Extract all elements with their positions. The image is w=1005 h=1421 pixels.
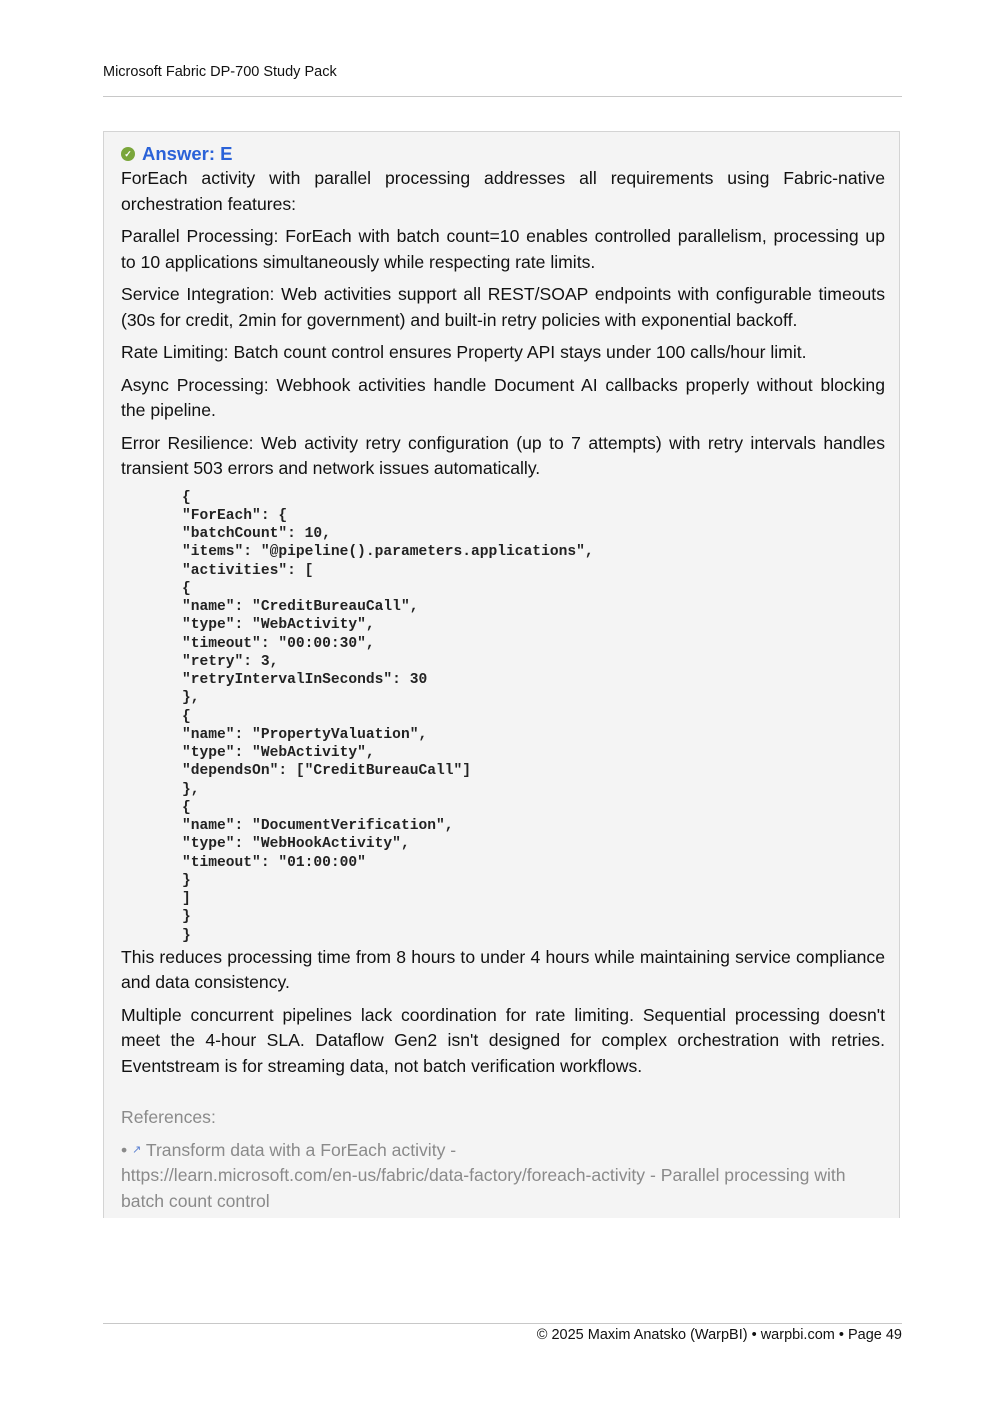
paragraph: Rate Limiting: Batch count control ensures Property API stays under 100 calls/hour limit. (121, 342, 807, 362)
answer-heading (121, 142, 885, 166)
code-block: { "ForEach": { "batchCount": 10, "items": "@pipeline().parameters.applications", "activities": [ { "name": "CreditBureauCall", "type": "WebActivity", "timeout": "00:00:30", "retry": 3, "retryIntervalInSeconds": 30 }, { "name": "PropertyValuation", "type": "WebActivity", "dependsOn": ["CreditBureauCall"] }, { "name": "DocumentVerification", "type": "WebHookActivity", "timeout": "01:00:00" } ] } } (182, 489, 594, 944)
paragraph: Async Processing: Webhook activities handle Document AI callbacks properly without blocking the pipeline. (121, 374, 885, 420)
page-header: Microsoft Fabric DP-700 Study Pack (103, 64, 337, 80)
paragraph: Service Integration: Web activities support all REST/SOAP endpoints with configurable timeouts (30s for credit, 2min for government) and built-in retry policies with exponential backoff. (121, 284, 885, 330)
answer-box (103, 131, 900, 1218)
answer-label: Answer: E (142, 143, 233, 164)
external-link-icon: ↗ (132, 1143, 142, 1156)
footer-divider (103, 1323, 902, 1324)
paragraph: This reduces processing time from 8 hours to under 4 hours while maintaining service compliance and data consistency. (121, 946, 885, 993)
page-footer: © 2025 Maxim Anatsko (WarpBI) • warpbi.com • Page 49 (536, 1327, 902, 1343)
reference-item (121, 1138, 885, 1215)
reference-description: - Parallel processing with batch count control (121, 1165, 846, 1211)
reference-title[interactable]: Transform data with a ForEach activity - (145, 1139, 457, 1160)
paragraph: Multiple concurrent pipelines lack coordination for rate limiting. Sequential processing doesn't meet the 4-hour SLA. Dataflow Gen2 isn't designed for complex orchestration with retries. Eventstream is for streaming data, not batch verification workflows. (121, 1004, 885, 1076)
paragraph: ForEach activity with parallel processing addresses all requirements using Fabric-native orchestration features: (121, 168, 885, 214)
header-divider (103, 96, 902, 97)
references-heading: References: (121, 1107, 216, 1128)
reference-url[interactable]: https://learn.microsoft.com/en-us/fabric/data-factory/foreach-activity (121, 1165, 646, 1186)
paragraph: Error Resilience: Web activity retry configuration (up to 7 attempts) with retry intervals handles transient 503 errors and network issues automatically. (121, 432, 885, 478)
bullet: • (121, 1139, 128, 1160)
paragraph: Parallel Processing: ForEach with batch count=10 enables controlled parallelism, processing up to 10 applications simultaneously while respecting rate limits. (121, 226, 885, 272)
check-circle-icon: ✓ (121, 147, 135, 161)
